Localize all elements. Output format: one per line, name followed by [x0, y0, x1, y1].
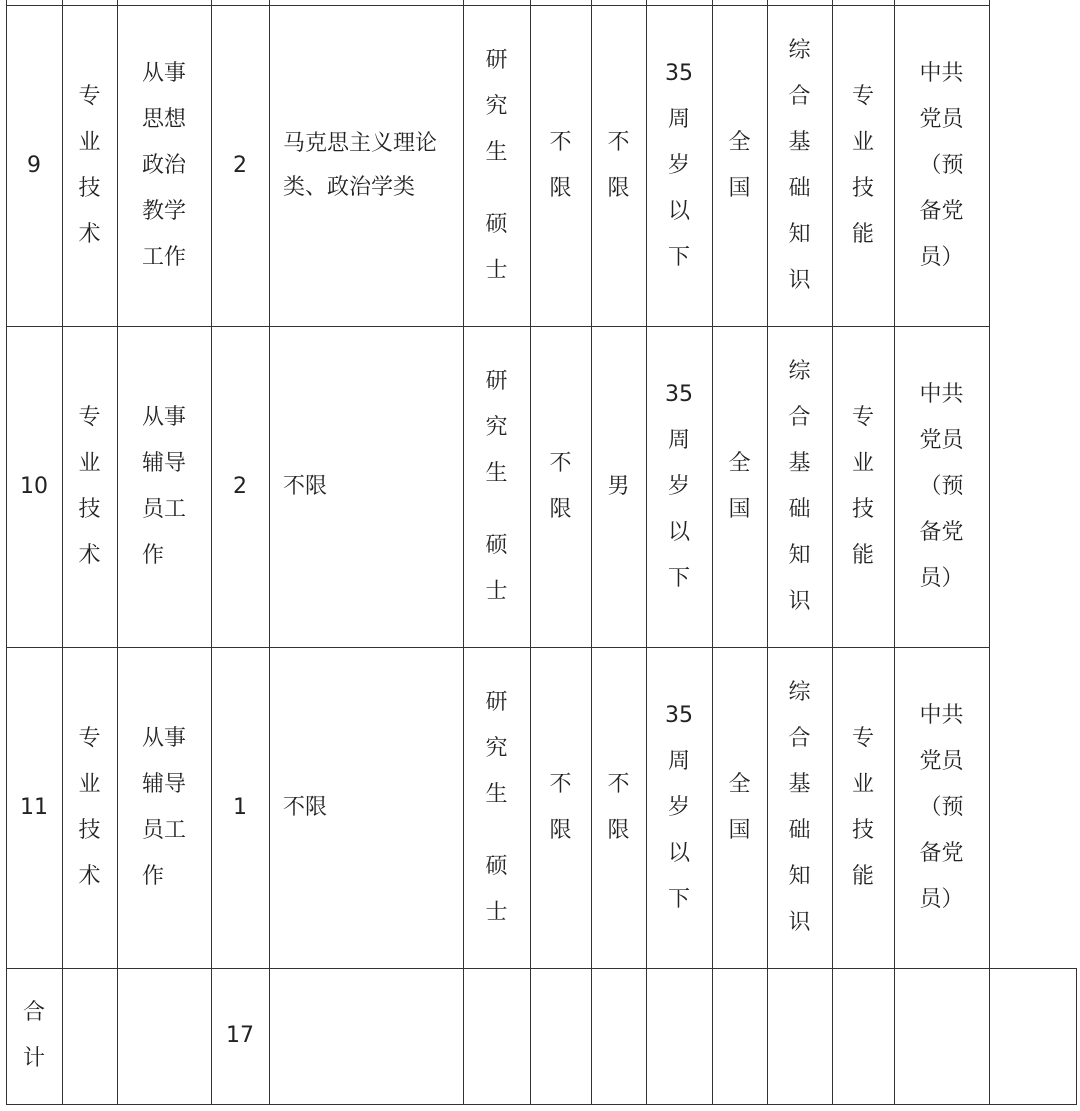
cell-text: 以	[667, 198, 690, 224]
cell-text: 知	[788, 863, 811, 889]
cell-text: 2	[233, 473, 247, 499]
political-status-cell	[894, 647, 989, 968]
category-cell	[62, 5, 117, 326]
major-cell	[269, 5, 463, 326]
region-cell	[712, 326, 767, 647]
cell-text: （预	[919, 794, 964, 820]
cell-text: 岁	[667, 794, 690, 820]
cell-text: 能	[851, 542, 874, 568]
cell-text: 教学	[141, 198, 186, 224]
cell-text: 研	[485, 368, 508, 394]
cell-text: 知	[788, 542, 811, 568]
cell-text: 识	[788, 267, 811, 293]
cell-text: 技	[851, 496, 874, 522]
cell-text: 类、政治学类	[283, 174, 416, 200]
degree-cell	[463, 5, 530, 326]
cell-text: 员）	[919, 886, 964, 912]
cell-text: 10	[20, 473, 48, 499]
cell-text: 党员	[919, 427, 964, 453]
cell-text: 1	[233, 794, 247, 820]
cell-text: 岁	[667, 152, 690, 178]
cell-text: 中共	[919, 702, 964, 728]
cell-text: 国	[728, 817, 751, 843]
cell-text: 基	[788, 129, 811, 155]
table-border-bottom	[6, 1104, 1076, 1105]
cell-text: 硕	[485, 853, 508, 879]
cell-text: 备党	[919, 519, 964, 545]
cell-text: 下	[667, 886, 690, 912]
cell-text: 2	[233, 152, 247, 178]
cell-text: 不	[549, 450, 572, 476]
cell-text: 限	[549, 496, 572, 522]
cell-text: 限	[549, 817, 572, 843]
cell-text: 综	[788, 37, 811, 63]
cell-text: 岁	[667, 473, 690, 499]
age-cell	[646, 5, 712, 326]
headcount-cell	[211, 647, 269, 968]
cell-text: 政治	[141, 152, 186, 178]
cell-text: 专	[78, 725, 101, 751]
political-status-cell	[894, 5, 989, 326]
unrestricted-cell	[530, 647, 591, 968]
cell-text: 究	[485, 414, 508, 440]
cell-text: （预	[919, 152, 964, 178]
cell-text: 技	[78, 817, 101, 843]
cell-text: 备党	[919, 840, 964, 866]
cell-text: 生	[485, 139, 508, 165]
cell-text: 11	[20, 794, 48, 820]
cell-text: 不	[607, 771, 630, 797]
cell-text: 从事	[141, 404, 186, 430]
degree-cell	[463, 326, 530, 647]
cell-text: 专	[851, 83, 874, 109]
cell-text: 合	[788, 725, 811, 751]
cell-text: 技	[78, 496, 101, 522]
cell-text: 不限	[283, 473, 328, 499]
cell-text: 综	[788, 679, 811, 705]
cell-text: 术	[78, 863, 101, 889]
cell-text: 业	[851, 450, 874, 476]
cell-text: 士	[485, 578, 508, 604]
cell-text: 识	[788, 909, 811, 935]
cell-text: 以	[667, 519, 690, 545]
cell-text: 限	[607, 175, 630, 201]
cell-text: 硕	[485, 211, 508, 237]
cell-text: 周	[667, 748, 690, 774]
serial-number-cell	[6, 647, 62, 968]
exam-skill-cell	[832, 5, 894, 326]
cell-text: 从事	[141, 725, 186, 751]
post-name-cell	[117, 5, 211, 326]
cell-text: 不限	[283, 794, 328, 820]
cell-text: 技	[851, 817, 874, 843]
cell-text: 辅导	[141, 450, 186, 476]
cell-text: 础	[788, 175, 811, 201]
row-divider	[6, 968, 1076, 969]
cell-text: 基	[788, 450, 811, 476]
cell-text: 全	[728, 771, 751, 797]
cell-text: 术	[78, 221, 101, 247]
cell-text: 周	[667, 427, 690, 453]
major-cell	[269, 326, 463, 647]
cell-text: 党员	[919, 106, 964, 132]
cell-text: 作	[141, 863, 164, 889]
exam-subject-cell	[767, 647, 832, 968]
cell-text: 术	[78, 542, 101, 568]
cell-text: 合	[788, 83, 811, 109]
headcount-cell	[211, 5, 269, 326]
cell-text: 能	[851, 863, 874, 889]
headcount-cell	[211, 326, 269, 647]
cell-text: 专	[851, 725, 874, 751]
cell-text: 工作	[141, 244, 186, 270]
serial-number-cell	[6, 326, 62, 647]
exam-subject-cell	[767, 326, 832, 647]
cell-text: 基	[788, 771, 811, 797]
cell-text: 作	[141, 542, 164, 568]
cell-text: 业	[851, 129, 874, 155]
cell-text: 35	[665, 381, 693, 407]
cell-text: 员）	[919, 244, 964, 270]
cell-text: 生	[485, 781, 508, 807]
cell-text: 周	[667, 106, 690, 132]
cell-text: 35	[665, 60, 693, 86]
cell-text: 全	[728, 129, 751, 155]
exam-skill-cell	[832, 326, 894, 647]
cell-text: 员）	[919, 565, 964, 591]
cell-text: 专	[78, 83, 101, 109]
category-cell	[62, 647, 117, 968]
cell-text: 党员	[919, 748, 964, 774]
total-count: 17	[226, 1023, 254, 1048]
cell-text: 业	[78, 129, 101, 155]
cell-text: 专	[78, 404, 101, 430]
post-name-cell	[117, 647, 211, 968]
cell-text: 技	[851, 175, 874, 201]
cell-text: 础	[788, 496, 811, 522]
cell-text: 辅导	[141, 771, 186, 797]
gender-cell	[591, 326, 646, 647]
column-divider	[1076, 968, 1077, 1105]
cell-text: 综	[788, 358, 811, 384]
cell-text: 以	[667, 840, 690, 866]
cell-text: 究	[485, 735, 508, 761]
cell-text: 下	[667, 565, 690, 591]
cell-text: 备党	[919, 198, 964, 224]
exam-subject-cell	[767, 5, 832, 326]
cell-text: 不	[549, 129, 572, 155]
cell-text: 思想	[141, 106, 186, 132]
cell-text: 限	[607, 817, 630, 843]
total-label-cell	[6, 968, 62, 1104]
cell-text: 不	[549, 771, 572, 797]
cell-text: 能	[851, 221, 874, 247]
cell-text: 士	[485, 899, 508, 925]
cell-text: 国	[728, 175, 751, 201]
age-cell	[646, 647, 712, 968]
cell-text: 35	[665, 702, 693, 728]
gender-cell	[591, 5, 646, 326]
cell-text: 计	[22, 1046, 45, 1071]
cell-text: 生	[485, 460, 508, 486]
cell-text: 合	[22, 1000, 45, 1025]
category-cell	[62, 326, 117, 647]
cell-text: 全	[728, 450, 751, 476]
cell-text: 男	[607, 473, 630, 499]
cell-text: 员工	[141, 496, 186, 522]
cell-text: 中共	[919, 381, 964, 407]
cell-text: 士	[485, 257, 508, 283]
post-name-cell	[117, 326, 211, 647]
cell-text: 知	[788, 221, 811, 247]
unrestricted-cell	[530, 326, 591, 647]
cell-text: 业	[78, 450, 101, 476]
exam-skill-cell	[832, 647, 894, 968]
unrestricted-cell	[530, 5, 591, 326]
cell-text: 马克思主义理论	[283, 130, 438, 156]
cell-text: 下	[667, 244, 690, 270]
cell-text: 技	[78, 175, 101, 201]
gender-cell	[591, 647, 646, 968]
cell-text: 硕	[485, 532, 508, 558]
political-status-cell	[894, 326, 989, 647]
cell-text: 识	[788, 588, 811, 614]
cell-text: 中共	[919, 60, 964, 86]
cell-text: 不	[607, 129, 630, 155]
major-cell	[269, 647, 463, 968]
cell-text: 业	[851, 771, 874, 797]
total-count-cell	[211, 968, 269, 1104]
cell-text: （预	[919, 473, 964, 499]
cell-text: 限	[549, 175, 572, 201]
cell-text: 业	[78, 771, 101, 797]
cell-text: 研	[485, 689, 508, 715]
serial-number-cell	[6, 5, 62, 326]
cell-text: 础	[788, 817, 811, 843]
cell-text: 研	[485, 47, 508, 73]
cell-text: 国	[728, 496, 751, 522]
cell-text: 究	[485, 93, 508, 119]
cell-text: 9	[27, 152, 41, 178]
column-divider	[989, 0, 990, 1105]
degree-cell	[463, 647, 530, 968]
cell-text: 员工	[141, 817, 186, 843]
region-cell	[712, 647, 767, 968]
cell-text: 从事	[141, 60, 186, 86]
cell-text: 专	[851, 404, 874, 430]
region-cell	[712, 5, 767, 326]
age-cell	[646, 326, 712, 647]
cell-text: 合	[788, 404, 811, 430]
